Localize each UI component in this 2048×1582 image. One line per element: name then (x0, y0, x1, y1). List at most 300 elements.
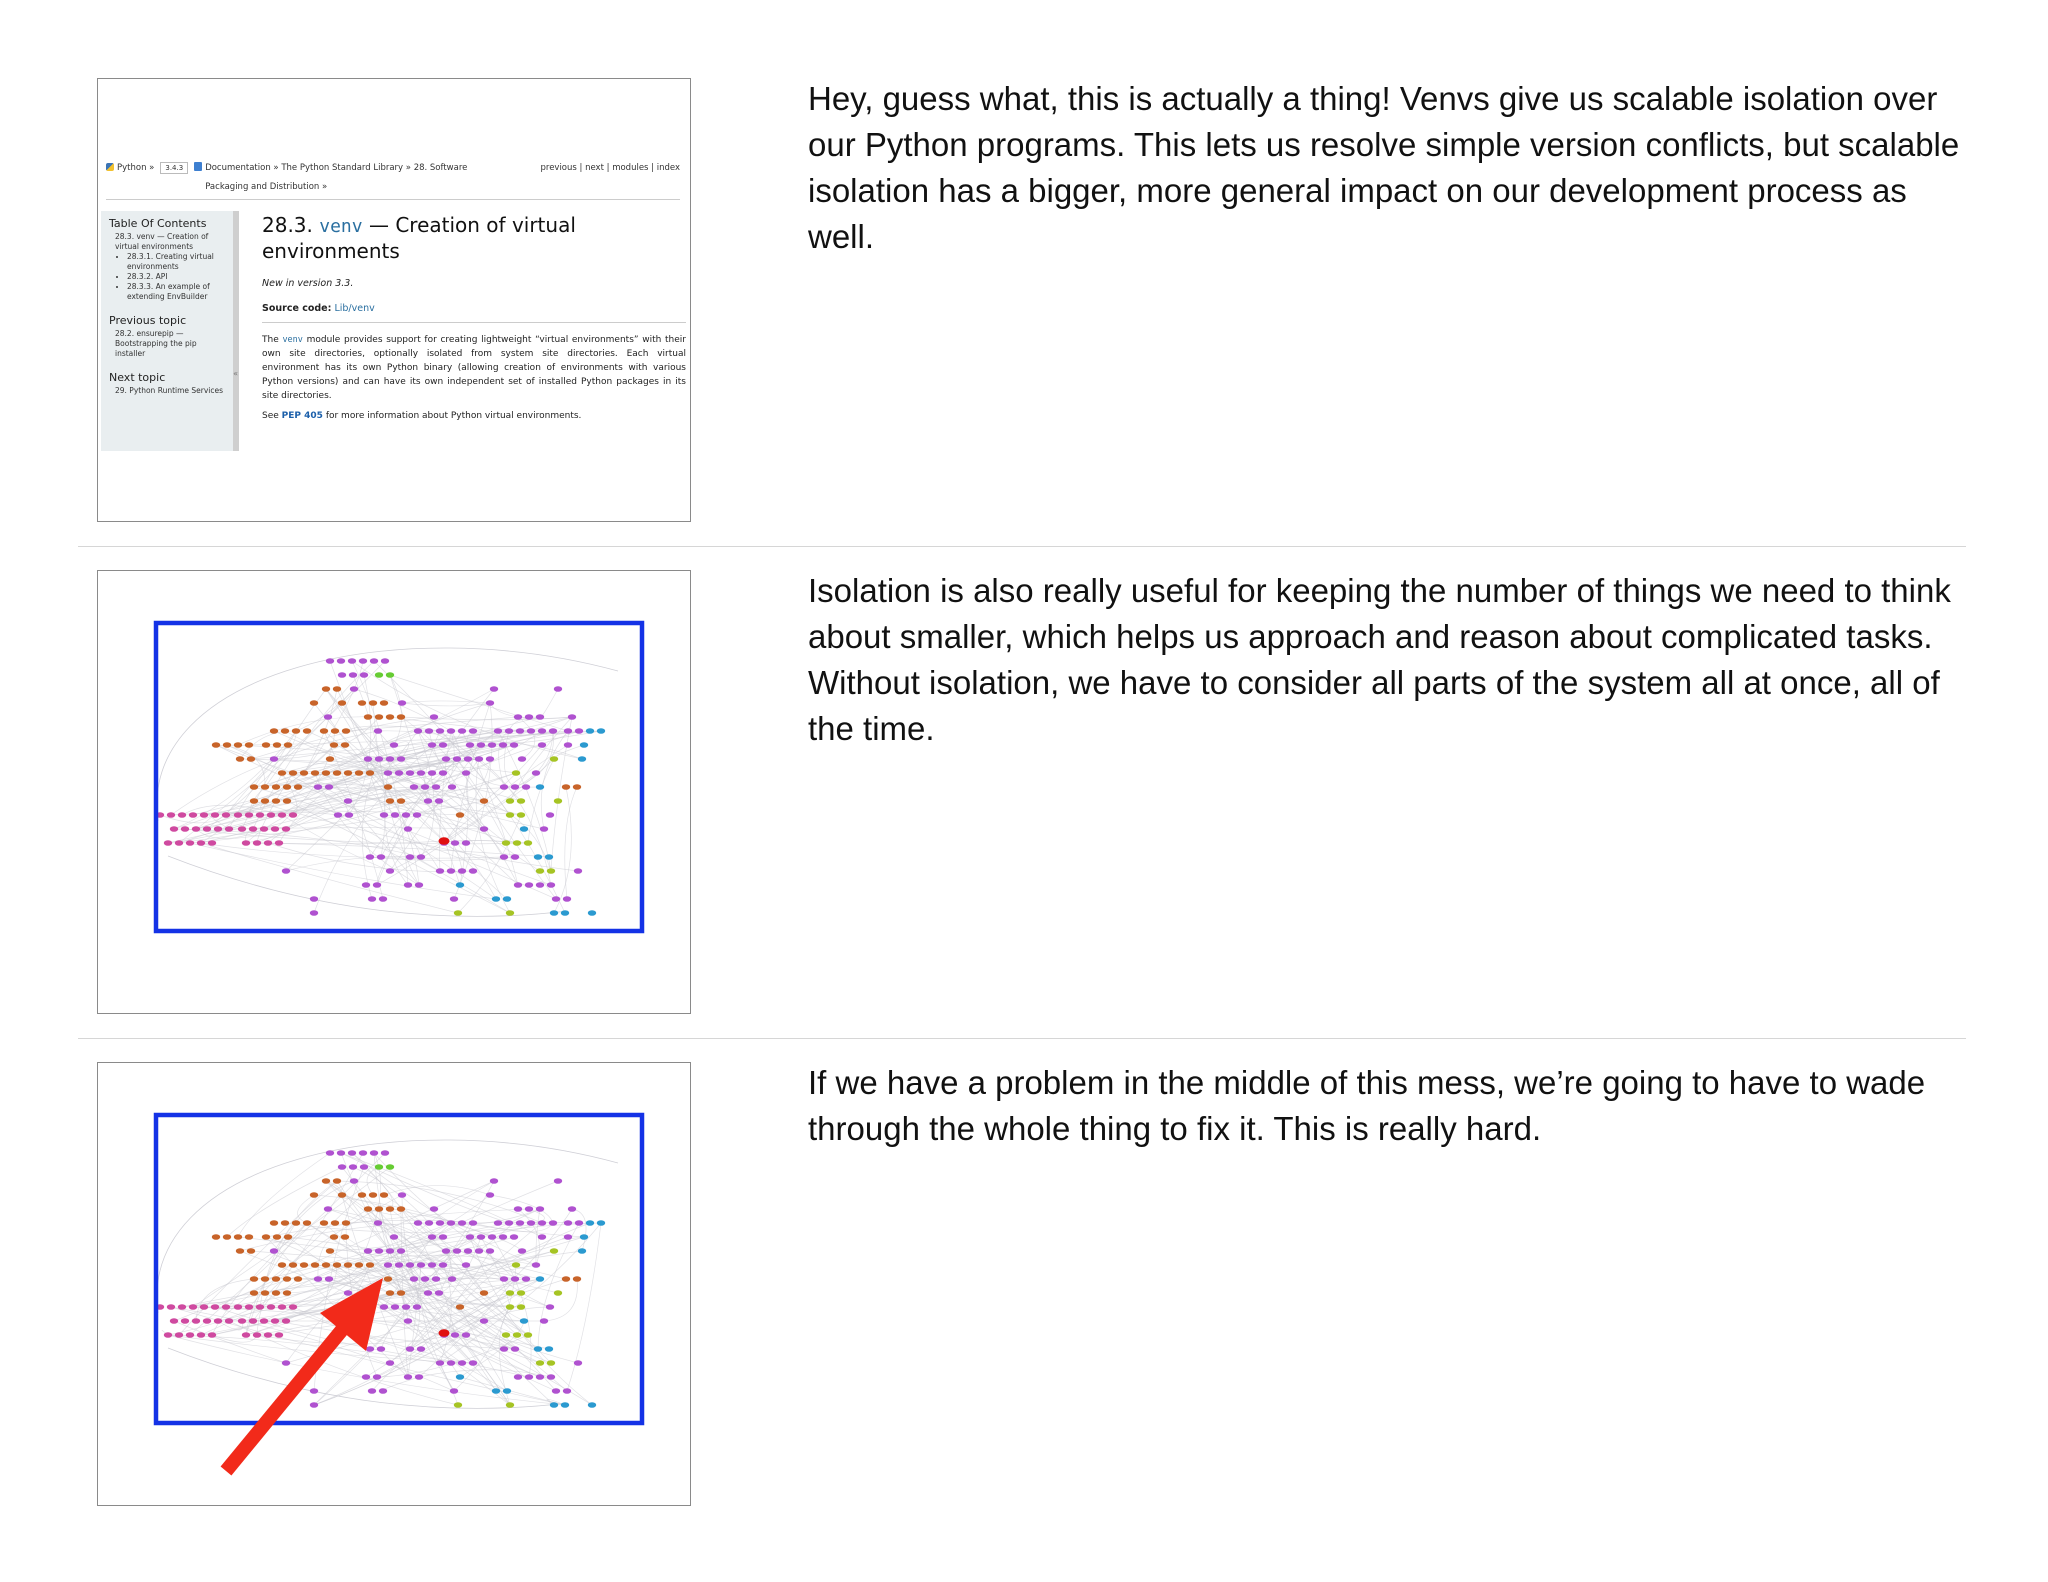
graph-node (524, 1332, 532, 1338)
graph-node (398, 700, 406, 706)
graph-node (350, 686, 358, 692)
graph-node (320, 728, 328, 734)
graph-node (326, 1248, 334, 1254)
speaker-note-1: Hey, guess what, this is actually a thing! Venvs give us scalable isolation over our Python programs. This lets us resolve simple version conflicts, but scalable isolation has a bigger, more general impact on our development process as well. (808, 80, 1960, 255)
graph-node (588, 1402, 596, 1408)
graph-node (439, 742, 447, 748)
graph-node (211, 1304, 219, 1310)
graph-node (466, 1234, 474, 1240)
graph-node (454, 910, 462, 916)
graph-node (278, 770, 286, 776)
graph-node (303, 728, 311, 734)
graph-node (358, 1192, 366, 1198)
speaker-note-2: Isolation is also really useful for keeping the number of things we need to think about smaller, which helps us approach and reason about complicated tasks. Without isolation, we have to consider all parts of the system all at once, all of the time. (808, 572, 1951, 747)
graph-node (338, 700, 346, 706)
graph-node (300, 770, 308, 776)
row-divider (78, 546, 1966, 547)
graph-node (462, 1332, 470, 1338)
graph-node (506, 812, 514, 818)
graph-node (447, 728, 455, 734)
graph-node (325, 1276, 333, 1282)
graph-node (439, 1234, 447, 1240)
graph-node (369, 700, 377, 706)
graph-node (225, 826, 233, 832)
graph-node (338, 1192, 346, 1198)
graph-node (369, 1192, 377, 1198)
graph-node (283, 798, 291, 804)
graph-node (375, 672, 383, 678)
graph-node (406, 1262, 414, 1268)
graph-node (250, 784, 258, 790)
graph-node (517, 1290, 525, 1296)
graph-node (284, 1234, 292, 1240)
graph-node (337, 658, 345, 664)
graph-node (342, 1220, 350, 1226)
graph-node (534, 1346, 542, 1352)
graph-node (506, 1290, 514, 1296)
graph-node (278, 812, 286, 818)
graph-node (550, 756, 558, 762)
toc-item[interactable]: • 28.3.3. An example of extending EnvBuilder (127, 282, 225, 302)
graph-node (178, 812, 186, 818)
heading-text: — Creation of virtual environments (262, 213, 576, 263)
graph-node (573, 784, 581, 790)
graph-node (223, 742, 231, 748)
graph-node (500, 1276, 508, 1282)
graph-node (375, 1206, 383, 1212)
graph-node (506, 1304, 514, 1310)
prev-topic-title: Previous topic (109, 314, 187, 327)
graph-node (442, 756, 450, 762)
graph-node (273, 742, 281, 748)
graph-node (386, 1290, 394, 1296)
graph-node (344, 798, 352, 804)
graph-node (578, 1248, 586, 1254)
graph-node (510, 1234, 518, 1240)
graph-node (386, 1206, 394, 1212)
graph-node (208, 1332, 216, 1338)
graph-node (404, 826, 412, 832)
graph-node (458, 1360, 466, 1366)
source-code-line (262, 303, 686, 314)
graph-node (331, 728, 339, 734)
doc-divider (106, 199, 680, 200)
graph-node (413, 812, 421, 818)
graph-node (338, 672, 346, 678)
graph-node (395, 770, 403, 776)
graph-node (517, 798, 525, 804)
graph-node (574, 1360, 582, 1366)
next-topic-link[interactable]: 29. Python Runtime Services (115, 386, 224, 395)
graph-node (222, 1304, 230, 1310)
graph-node (368, 896, 376, 902)
graph-node (358, 700, 366, 706)
documentation-icon (194, 162, 202, 171)
graph-node (534, 854, 542, 860)
graph-node (375, 1248, 383, 1254)
graph-node (406, 854, 414, 860)
graph-node (278, 1304, 286, 1310)
graph-node (324, 1206, 332, 1212)
graph-node (223, 1234, 231, 1240)
graph-node (331, 1220, 339, 1226)
graph-node (522, 1276, 530, 1282)
graph-node (492, 896, 500, 902)
graph-node (242, 1332, 250, 1338)
graph-node (386, 1164, 394, 1170)
graph-node (178, 1304, 186, 1310)
graph-node (381, 658, 389, 664)
graph-node (597, 728, 605, 734)
graph-node (359, 1150, 367, 1156)
doc-nav-links[interactable]: previous | next | modules | index (540, 163, 680, 173)
graph-node (415, 882, 423, 888)
graph-node (550, 1402, 558, 1408)
graph-node (540, 826, 548, 832)
graph-node (502, 1332, 510, 1338)
graph-node (283, 1290, 291, 1296)
graph-node (348, 658, 356, 664)
graph-node (428, 770, 436, 776)
graph-node (547, 868, 555, 874)
graph-node (536, 1360, 544, 1366)
graph-node (326, 658, 334, 664)
graph-node (294, 784, 302, 790)
graph-node (547, 1360, 555, 1366)
graph-node (211, 812, 219, 818)
graph-node (260, 1318, 268, 1324)
graph-node (424, 1290, 432, 1296)
graph-node (375, 756, 383, 762)
source-link[interactable]: Lib/venv (334, 303, 375, 314)
graph-node (360, 1164, 368, 1170)
graph-node (486, 756, 494, 762)
graph-node (322, 770, 330, 776)
graph-node (189, 812, 197, 818)
graph-node (175, 1332, 183, 1338)
next-topic-title: Next topic (109, 371, 166, 384)
graph-node (398, 1192, 406, 1198)
graph-node (414, 1220, 422, 1226)
graph-node (568, 1206, 576, 1212)
speaker-note-3: If we have a problem in the middle of this mess, we’re going to have to wade through the whole thing to fix it. This is really hard. (808, 1064, 1926, 1147)
graph-node (477, 1234, 485, 1240)
graph-node (270, 756, 278, 762)
graph-node (310, 896, 318, 902)
graph-node (580, 1234, 588, 1240)
graph-node (520, 826, 528, 832)
graph-node (413, 1304, 421, 1310)
graph-node (242, 840, 250, 846)
graph-node (436, 728, 444, 734)
graph-node (538, 1234, 546, 1240)
graph-node (330, 742, 338, 748)
graph-node (289, 1262, 297, 1268)
graph-node (261, 1290, 269, 1296)
graph-node (421, 784, 429, 790)
graph-node (462, 1262, 470, 1268)
graph-node (451, 840, 459, 846)
graph-node (310, 910, 318, 916)
graph-node (432, 1276, 440, 1282)
graph-node (462, 770, 470, 776)
graph-node (380, 1192, 388, 1198)
graph-node (186, 1332, 194, 1338)
graph-node (536, 1206, 544, 1212)
graph-node (469, 868, 477, 874)
graph-node (447, 1360, 455, 1366)
graph-node (384, 1276, 392, 1282)
graph-node (462, 840, 470, 846)
graph-node (284, 742, 292, 748)
toc-entry[interactable]: 28.3. venv — Creation of virtual environments (115, 232, 209, 251)
doc-heading (262, 213, 686, 264)
graph-node (245, 1304, 253, 1310)
graph-node (275, 840, 283, 846)
graph-node (517, 812, 525, 818)
graph-node (506, 1402, 514, 1408)
graph-node (349, 1164, 357, 1170)
graph-node (253, 840, 261, 846)
graph-node (272, 1290, 280, 1296)
graph-node (325, 784, 333, 790)
graph-node (250, 798, 258, 804)
doc-main (262, 213, 686, 421)
graph-node (212, 742, 220, 748)
graph-node (502, 840, 510, 846)
graph-node (197, 1332, 205, 1338)
slide-thumbnail-3[interactable] (97, 1062, 691, 1506)
doc-related-bar (106, 159, 680, 197)
graph-node (564, 1220, 572, 1226)
see-text: See (262, 411, 279, 421)
graph-node (436, 1360, 444, 1366)
graph-node (281, 728, 289, 734)
graph-node (282, 826, 290, 832)
graph-node (261, 1276, 269, 1282)
graph-node (562, 784, 570, 790)
graph-node (436, 868, 444, 874)
graph-node (245, 812, 253, 818)
graph-node (512, 770, 520, 776)
graph-node (552, 1388, 560, 1394)
graph-node (192, 826, 200, 832)
graph-node (384, 770, 392, 776)
see-text: for more information about Python virtual environments. (325, 411, 582, 421)
graph-node (314, 1276, 322, 1282)
graph-node (350, 1178, 358, 1184)
graph-node (500, 784, 508, 790)
graph-node (451, 1332, 459, 1338)
breadcrumb-python[interactable]: Python » (117, 163, 155, 173)
graph-node (563, 896, 571, 902)
graph-node (253, 1332, 261, 1338)
graph-node (234, 1304, 242, 1310)
graph-node (212, 1234, 220, 1240)
graph-node (450, 1388, 458, 1394)
graph-node (448, 784, 456, 790)
graph-node (439, 1329, 450, 1337)
graph-node (397, 1248, 405, 1254)
graph-node (547, 882, 555, 888)
graph-node (536, 784, 544, 790)
graph-node (573, 1276, 581, 1282)
graph-node (234, 1234, 242, 1240)
graph-node (453, 756, 461, 762)
graph-node (406, 770, 414, 776)
body-code[interactable]: venv (282, 335, 303, 345)
graph-node (516, 728, 524, 734)
slide-thumbnail-2[interactable] (97, 570, 691, 1014)
graph-node (490, 1178, 498, 1184)
graph-node (271, 826, 279, 832)
graph-node (197, 840, 205, 846)
graph-node (550, 910, 558, 916)
graph-node (362, 882, 370, 888)
dependency-graph (98, 1063, 691, 1506)
graph-node (222, 812, 230, 818)
doc-paragraph (262, 333, 686, 403)
graph-node (189, 1304, 197, 1310)
graph-node (234, 742, 242, 748)
graph-node (214, 826, 222, 832)
graph-node (164, 840, 172, 846)
graph-node (538, 742, 546, 748)
graph-node (167, 1304, 175, 1310)
graph-node (256, 812, 264, 818)
graph-node (310, 1388, 318, 1394)
graph-node (575, 1220, 583, 1226)
prev-topic-link[interactable]: 28.2. ensurepip — Bootstrapping the pip installer (115, 329, 197, 358)
graph-node (477, 742, 485, 748)
graph-node (256, 1304, 264, 1310)
graph-node (338, 1164, 346, 1170)
graph-node (578, 756, 586, 762)
graph-node (561, 910, 569, 916)
heading-number: 28.3. (262, 213, 313, 237)
graph-node (554, 1178, 562, 1184)
graph-node (225, 1318, 233, 1324)
toc-item[interactable]: • 28.3.1. Creating virtual environments (127, 252, 225, 272)
graph-node (362, 1374, 370, 1380)
graph-node (386, 672, 394, 678)
graph-node (514, 714, 522, 720)
graph-node (511, 1346, 519, 1352)
graph-node (439, 1262, 447, 1268)
sidebar-collapse-button[interactable]: « (233, 369, 238, 378)
graph-node (344, 770, 352, 776)
graph-node (164, 1332, 172, 1338)
graph-node (475, 756, 483, 762)
graph-node (546, 812, 554, 818)
breadcrumb[interactable]: Documentation » The Python Standard Library » 28. Software Packaging and Distribution » (205, 163, 468, 192)
pep-link[interactable]: PEP 405 (281, 411, 323, 421)
graph-node (397, 1290, 405, 1296)
graph-node (464, 756, 472, 762)
graph-node (355, 1262, 363, 1268)
graph-node (349, 672, 357, 678)
graph-node (580, 742, 588, 748)
graph-node (380, 812, 388, 818)
graph-node (435, 1290, 443, 1296)
graph-node (186, 840, 194, 846)
graph-node (475, 1248, 483, 1254)
graph-node (377, 1346, 385, 1352)
graph-node (546, 1304, 554, 1310)
graph-node (469, 728, 477, 734)
version-select[interactable]: 3.4.3 (160, 162, 188, 174)
graph-node (261, 798, 269, 804)
graph-node (250, 1276, 258, 1282)
graph-node (275, 1332, 283, 1338)
graph-node (516, 1220, 524, 1226)
graph-node (554, 798, 562, 804)
graph-node (511, 784, 519, 790)
graph-node (503, 1388, 511, 1394)
graph-node (311, 1262, 319, 1268)
graph-node (203, 826, 211, 832)
graph-node (536, 882, 544, 888)
graph-node (500, 1346, 508, 1352)
graph-node (425, 1220, 433, 1226)
graph-node (330, 1234, 338, 1240)
graph-node (271, 1318, 279, 1324)
graph-node (238, 1318, 246, 1324)
graph-node (402, 1304, 410, 1310)
see-also (262, 411, 686, 421)
graph-node (379, 896, 387, 902)
graph-node (486, 1248, 494, 1254)
graph-node (261, 784, 269, 790)
graph-node (379, 1388, 387, 1394)
graph-node (480, 826, 488, 832)
graph-node (456, 1304, 464, 1310)
slide-thumbnail-1[interactable] (97, 78, 691, 522)
graph-node (282, 868, 290, 874)
graph-node (170, 1318, 178, 1324)
graph-node (439, 770, 447, 776)
toc-item[interactable]: • 28.3.2. API (127, 272, 225, 282)
graph-node (536, 714, 544, 720)
graph-node (364, 1206, 372, 1212)
graph-node (480, 798, 488, 804)
graph-node (341, 1234, 349, 1240)
graph-node (417, 1346, 425, 1352)
graph-node (447, 868, 455, 874)
graph-node (390, 742, 398, 748)
graph-node (447, 1220, 455, 1226)
graph-node (249, 826, 257, 832)
graph-node (267, 812, 275, 818)
graph-node (421, 1276, 429, 1282)
graph-node (494, 1220, 502, 1226)
graph-node (404, 882, 412, 888)
graph-node (234, 812, 242, 818)
graph-node (181, 1318, 189, 1324)
doc-sidebar (101, 211, 239, 451)
graph-node (499, 742, 507, 748)
graph-node (532, 770, 540, 776)
graph-node (324, 714, 332, 720)
graph-node (522, 784, 530, 790)
graph-node (236, 756, 244, 762)
graph-node (264, 1332, 272, 1338)
graph-node (281, 1220, 289, 1226)
graph-node (390, 1234, 398, 1240)
graph-node (375, 1164, 383, 1170)
graph-node (322, 1178, 330, 1184)
dependency-graph (98, 571, 691, 1014)
